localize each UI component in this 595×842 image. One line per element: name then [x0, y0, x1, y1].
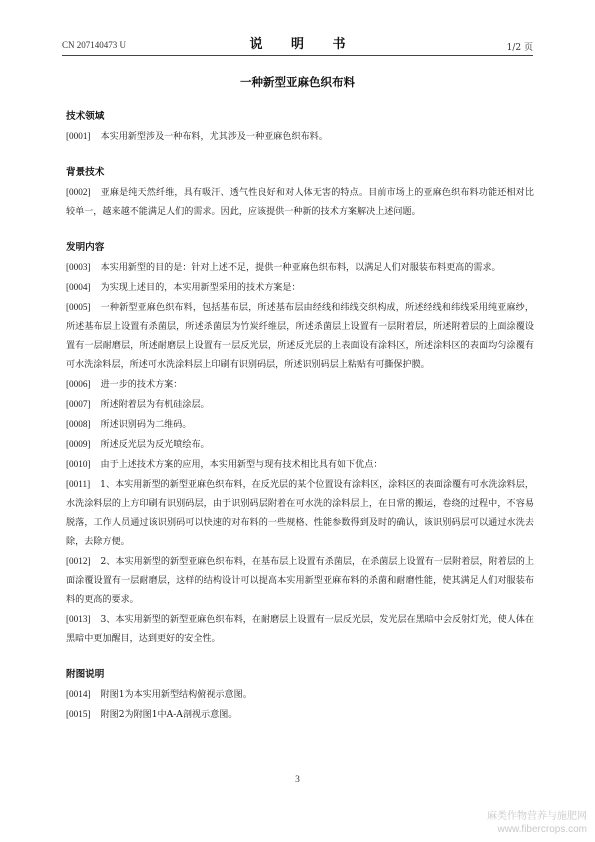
paragraph-text: 2、本实用新型的新型亚麻色织布料，在基布层上设置有杀菌层，在杀菌层上设置有一层附着层，附着层的上面涂覆设置有一层耐磨层，这样的结构设计可以提高本实用新型亚麻布料的杀菌和耐磨性能，使其满足人们对服装布料的更高的要求。	[66, 557, 534, 605]
paragraph	[66, 685, 534, 705]
paragraph-number: [0004]	[66, 282, 91, 292]
paragraph	[66, 395, 534, 415]
paragraph-number: [0010]	[66, 459, 91, 469]
paragraph-number: [0015]	[66, 709, 91, 719]
watermark-url: www.fibercrops.com	[497, 824, 587, 835]
section-heading: 技术领域	[66, 111, 105, 122]
paragraph	[66, 435, 534, 455]
paragraph	[66, 475, 534, 552]
paragraph	[66, 375, 534, 395]
paragraph	[66, 705, 534, 725]
paragraph-text: 所述附着层为有机硅涂层。	[100, 400, 210, 410]
paragraph-text: 附图1为本实用新型结构俯视示意图。	[100, 690, 252, 700]
paragraph	[66, 183, 534, 222]
paragraph	[66, 455, 534, 475]
paragraph-text: 附图2为附图1中A-A剖视示意图。	[100, 710, 238, 720]
page-number: 3	[295, 775, 300, 785]
paragraph-number: [0002]	[66, 187, 91, 197]
paragraph-number: [0014]	[66, 689, 91, 699]
paragraph	[66, 610, 534, 649]
paragraph-text: 所述识别码为二维码。	[100, 420, 192, 430]
paragraph-text: 所述反光层为反光喷绘布。	[100, 440, 210, 450]
section-heading: 背景技术	[66, 167, 105, 178]
paragraph-number: [0009]	[66, 439, 91, 449]
paragraph	[66, 258, 534, 278]
document-body	[66, 108, 534, 725]
paragraph-number: [0011]	[66, 479, 91, 489]
paragraph-text: 为实现上述目的，本实用新型采用的技术方案是：	[100, 283, 301, 293]
paragraph-number: [0001]	[66, 131, 91, 141]
paragraph-number: [0005]	[66, 302, 91, 312]
paragraph-text: 进一步的技术方案：	[100, 380, 183, 390]
section-heading: 附图说明	[66, 669, 105, 680]
paragraph-number: [0013]	[66, 614, 91, 624]
section-heading: 发明内容	[66, 242, 105, 253]
header-section-title: 说 明 书	[249, 37, 358, 52]
document-title: 一种新型亚麻色织布料	[240, 75, 355, 89]
document-number: CN 207140473 U	[62, 40, 127, 50]
header-rule	[62, 55, 533, 56]
paragraph-text: 3、本实用新型的新型亚麻色织布料，在耐磨层上设置有一层反光层，发光层在黑暗中会反射灯光，使人体在黑暗中更加醒目，达到更好的安全性。	[66, 615, 534, 644]
paragraph	[66, 127, 534, 147]
paragraph-number: [0012]	[66, 556, 91, 566]
paragraph-text: 一种新型亚麻色织布料，包括基布层，所述基布层由经线和纬线交织构成，所述经线和纬线采用纯亚麻纱，所述基布层上设置有杀菌层，所述杀菌层为竹炭纤维层，所述杀菌层上设置有一层附着层，所述附着层的上面涂覆设置有一层耐磨层，所述耐磨层上设置有一层反光层，所述反光层的上表面设有涂料区，所述涂料区的表面均匀涂覆有可水洗涂料层，所述可水洗涂料层上印刷有识别码层，所述识别码层上粘贴有可撕保护膜。	[66, 303, 534, 370]
paragraph-text: 1、本实用新型的新型亚麻色织布料，在反光层的某个位置设有涂料区，涂料区的表面涂覆有可水洗涂料层，水洗涂料层的上方印刷有识别码层，由于识别码层附着在可水洗的涂料层上，在日常的搬运，卷绕的过程中，不容易脱落，工作人员通过该识别码可以快速的对布料的一些规格、性能参数得到及时的确认，该识别码层可以通过水洗去除，去除方便。	[66, 480, 534, 547]
paragraph-number: [0003]	[66, 262, 91, 272]
page-fraction: 1/2 页	[506, 43, 533, 53]
paragraph-text: 本实用新型涉及一种布料，尤其涉及一种亚麻色织布料。	[100, 132, 328, 142]
paragraph-text: 由于上述技术方案的应用，本实用新型与现有技术相比具有如下优点：	[100, 460, 383, 470]
paragraph-text: 亚麻是纯天然纤维，具有吸汗、透气性良好和对人体无害的特点。目前市场上的亚麻色织布料功能还相对比较单一，越来越不能满足人们的需求。因此，应该提供一种新的技术方案解决上述问题。	[66, 188, 534, 217]
watermark-site-name: 麻类作物营养与施肥网	[487, 811, 587, 822]
paragraph	[66, 278, 534, 298]
watermark	[487, 810, 587, 836]
paragraph-number: [0007]	[66, 399, 91, 409]
paragraph	[66, 415, 534, 435]
paragraph	[66, 552, 534, 610]
paragraph-number: [0008]	[66, 419, 91, 429]
paragraph-text: 本实用新型的目的是：针对上述不足，提供一种亚麻色织布料，以满足人们对服装布料更高的需求。	[100, 263, 501, 273]
paragraph-number: [0006]	[66, 379, 91, 389]
paragraph	[66, 298, 534, 375]
